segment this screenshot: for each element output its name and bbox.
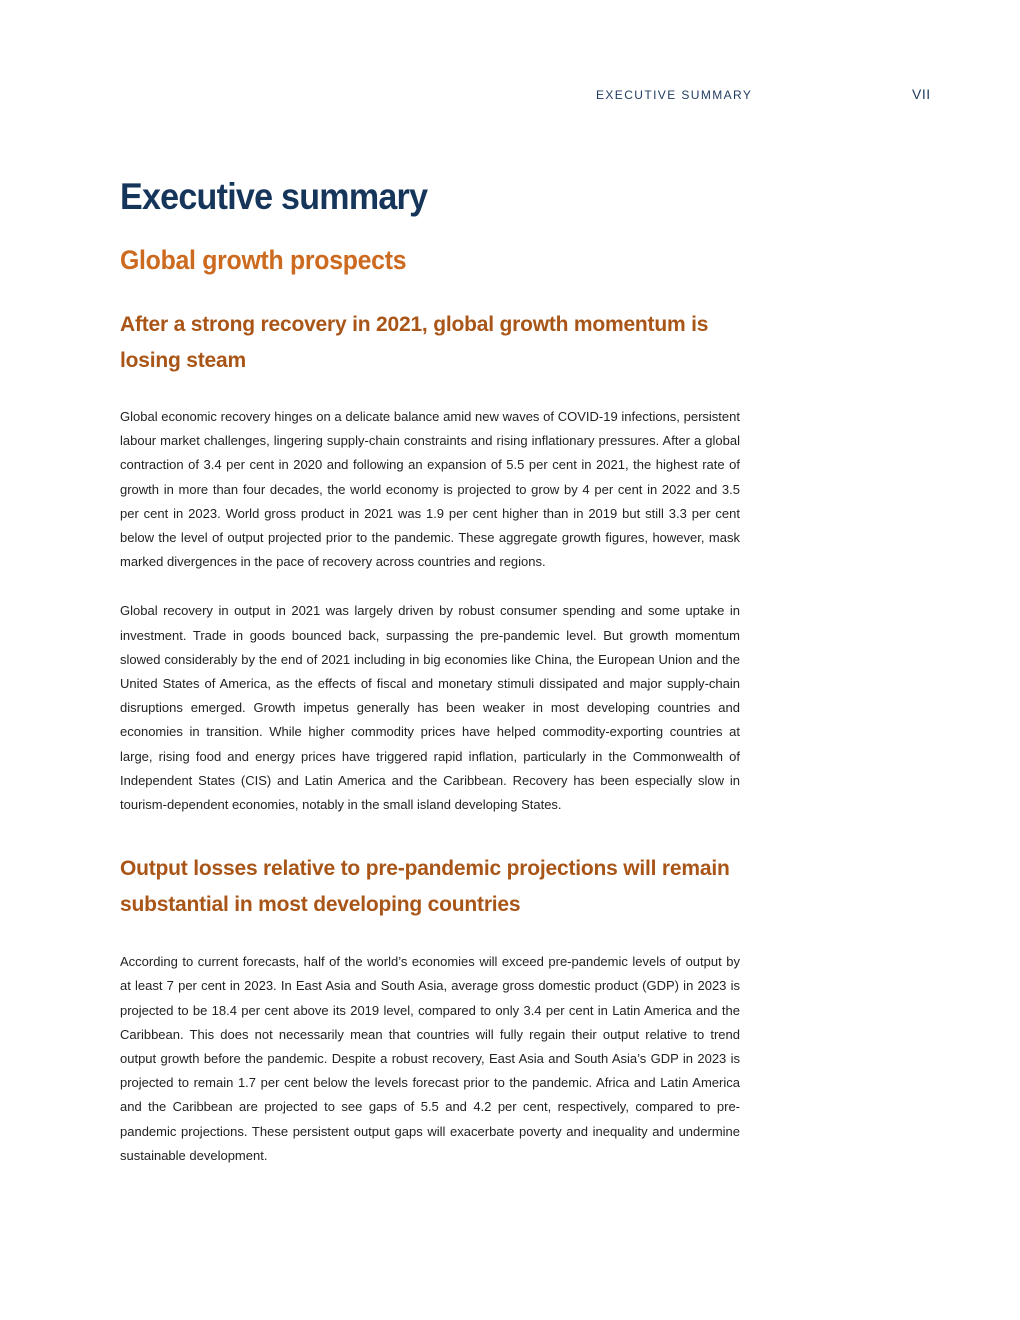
paragraph: According to current forecasts, half of the world’s economies will exceed pre-pandemic levels of output by at least 7 per cent in 2023. In East Asia and South Asia, average gross domestic product (GDP) in 2023 is projected to be 18.4 per cent above its 2019 level, compared to only 3.4 per cent in Latin America and the Caribbean. This does not necessarily mean that countries will fully regain their output relative to trend output growth before the pandemic. Despite a robust recovery, East Asia and South Asia’s GDP in 2023 is projected to remain 1.7 per cent below the levels forecast prior to the pandemic. Africa and Latin America and the Caribbean are projected to see gaps of 5.5 and 4.2 per cent, respectively, compared to pre-pandemic projections. These persistent output gaps will exacerbate poverty and inequality and undermine sustainable development. (120, 954, 740, 1163)
running-header: EXECUTIVE SUMMARY (596, 88, 753, 102)
page-number: VII (912, 86, 931, 102)
paragraph: Global economic recovery hinges on a delicate balance amid new waves of COVID-19 infections, persistent labour market challenges, lingering supply-chain constraints and rising inflationary pressures. After a global contraction of 3.4 per cent in 2020 and following an expansion of 5.5 per cent in 2021, the highest rate of growth in more than four decades, the world economy is projected to grow by 4 per cent in 2022 and 3.5 per cent in 2023. World gross product in 2021 was 1.9 per cent higher than in 2019 but still 3.3 per cent below the level of output projected prior to the pandemic. These aggregate growth figures, however, mask marked divergences in the pace of recovery across countries and regions. (120, 409, 740, 570)
paragraph: Global recovery in output in 2021 was largely driven by robust consumer spending and some uptake in investment. Trade in goods bounced back, surpassing the pre-pandemic level. But growth momentum slowed considerably by the end of 2021 including in big economies like China, the European Union and the United States of America, as the effects of fiscal and monetary stimuli dissipated and major supply-chain disruptions emerged. Growth impetus generally has been weaker in most developing countries and economies in transition. While higher commodity prices have helped commodity-exporting countries at large, rising food and energy prices have triggered rapid inflation, particularly in the Commonwealth of Independent States (CIS) and Latin America and the Caribbean. Recovery has been especially slow in tourism-dependent economies, notably in the small island developing States. (120, 603, 740, 813)
document-body (120, 174, 740, 1168)
section-title: Global growth prospects (120, 245, 407, 275)
subsection-title: Output losses relative to pre-pandemic projections will remain substantial in most developing countries (120, 857, 730, 917)
subsection-title: After a strong recovery in 2021, global growth momentum is losing steam (120, 313, 709, 372)
page-title: Executive summary (120, 176, 428, 217)
